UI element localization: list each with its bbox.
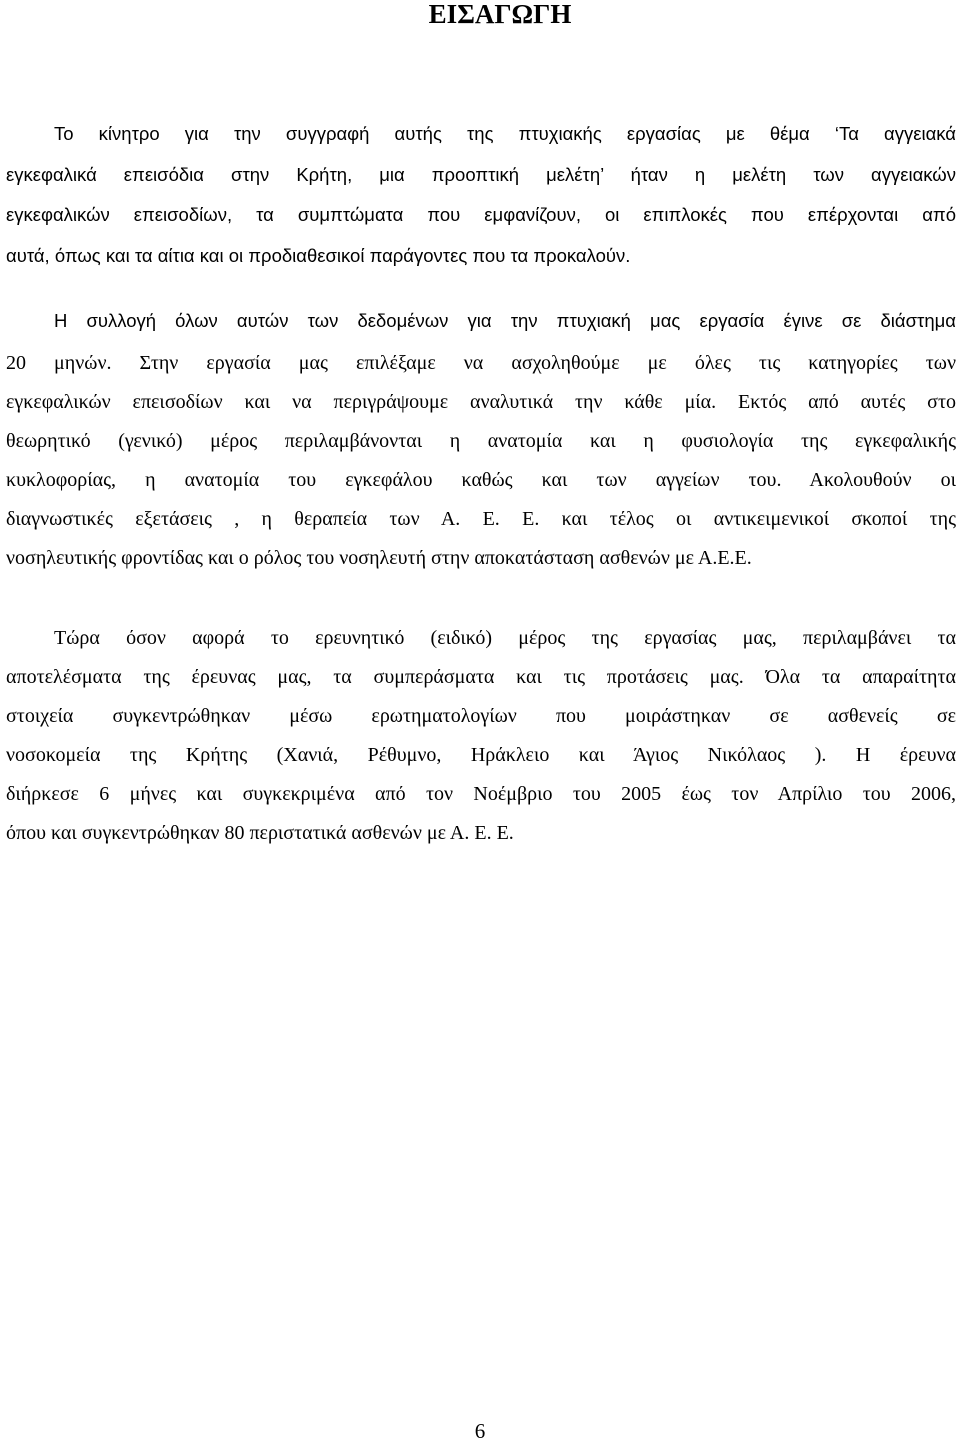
text-line: Η συλλογή όλων αυτών των δεδομένων για την πτυχιακή μας εργασία έγινε σε διάστημα (54, 310, 956, 331)
text-line: Το κίνητρο για την συγγραφή αυτής της πτυχιακής εργασίας με θέμα ‘Τα αγγειακά (54, 123, 956, 144)
text-line: κυκλοφορίας, η ανατομία του εγκεφάλου καθώς και των αγγείων του. Ακολουθούν οι (6, 469, 956, 491)
text-line: διαγνωστικές εξετάσεις , η θεραπεία των Α. Ε. Ε. και τέλος οι αντικειμενικοί σκοποί της (6, 508, 956, 530)
text-line: θεωρητικό (γενικό) μέρος περιλαμβάνονται η ανατομία και η φυσιολογία της εγκεφαλικής (6, 430, 956, 452)
text-line: εγκεφαλικά επεισόδια στην Κρήτη, μια προοπτική μελέτη’ ήταν η μελέτη των αγγειακών (6, 163, 956, 185)
paragraph-data-collection (6, 344, 956, 578)
text-line: αποτελέσματα της έρευνας μας, τα συμπεράσματα και τις προτάσεις μας. Όλα τα απαραίτητα (6, 666, 956, 688)
text-line: όπου και συγκεντρώθηκαν 80 περιστατικά ασθενών με Α. Ε. Ε. (6, 822, 514, 844)
text-line: νοσηλευτικής φροντίδας και ο ρόλος του νοσηλευτή στην αποκατάσταση ασθενών με Α.Ε.Ε. (6, 547, 752, 569)
text-line: στοιχεία συγκεντρώθηκαν μέσω ερωτηματολογίων που μοιράστηκαν σε ασθενείς σε (6, 705, 956, 727)
text-line: διήρκεσε 6 μήνες και συγκεκριμένα από τον Νοέμβριο του 2005 έως τον Απρίλιο του 2006, (6, 783, 956, 805)
page-title: ΕΙΣΑΓΩΓΗ (428, 0, 572, 29)
text-line: αυτά, όπως και τα αίτια και οι προδιαθεσικοί παράγοντες που τα προκαλούν. (6, 244, 631, 266)
text-line: 20 μηνών. Στην εργασία μας επιλέξαμε να ασχοληθούμε με όλες τις κατηγορίες των (6, 352, 956, 374)
paragraph-research-part (6, 619, 956, 853)
paragraph-motivation (6, 114, 956, 276)
text-line: εγκεφαλικών επεισοδίων και να περιγράψουμε αναλυτικά την κάθε μία. Εκτός από αυτές στο (6, 391, 956, 413)
text-line: νοσοκομεία της Κρήτης (Χανιά, Ρέθυμνο, Ηράκλειο και Άγιος Νικόλαος ). Η έρευνα (6, 744, 956, 766)
paragraph-data-collection-intro (6, 301, 956, 342)
page-number: 6 (474, 1419, 486, 1443)
text-line: εγκεφαλικών επεισοδίων, τα συμπτώματα που εμφανίζουν, οι επιπλοκές που επέρχονται από (6, 204, 956, 225)
text-line: Τώρα όσον αφορά το ερευνητικό (ειδικό) μέρος της εργασίας μας, περιλαμβάνει τα (54, 627, 956, 649)
